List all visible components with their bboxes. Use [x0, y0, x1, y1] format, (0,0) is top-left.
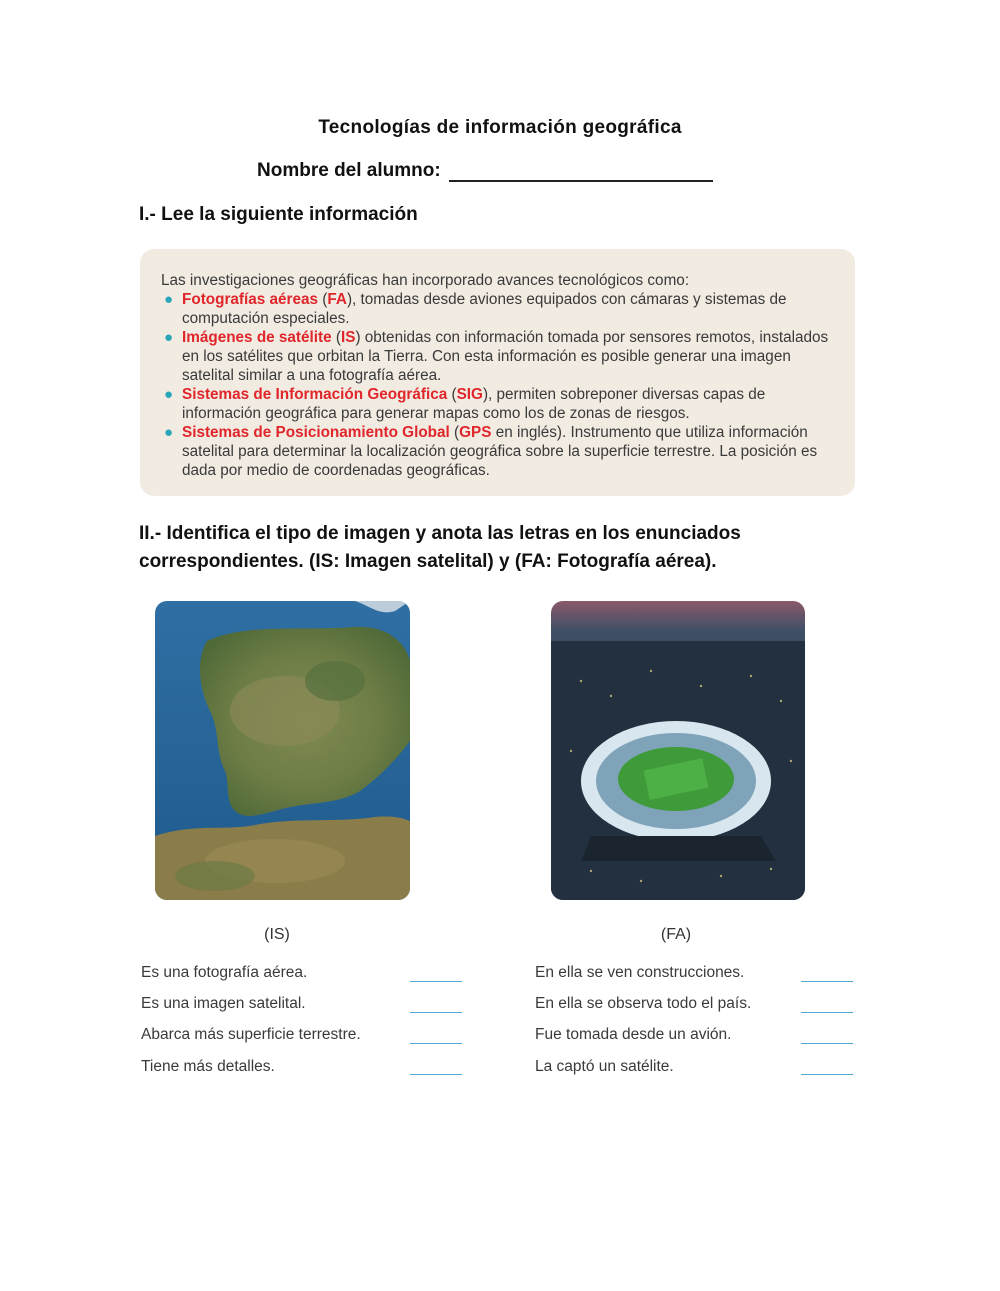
statement-left-3: Abarca más superficie terrestre.: [141, 1026, 361, 1043]
bullet-icon: ●: [164, 386, 174, 403]
statement-right-1: En ella se ven construcciones.: [535, 964, 745, 981]
bullet-icon: ●: [164, 291, 174, 308]
statement-right-3: Fue tomada desde un avión.: [535, 1026, 732, 1043]
section-1-heading: I.- Lee la siguiente información: [139, 204, 418, 225]
info-item-fa: ● Fotografías aéreas (FA), tomadas desde aviones equipados con cámaras y sistemas de computación especiales.: [164, 291, 787, 327]
section-2-heading: II.- Identifica el tipo de imagen y anota las letras en los enunciados correspondientes. (IS: Imagen satelital) y (FA: Fotografía aérea).: [139, 523, 741, 572]
aerial-caption: (FA): [660, 926, 692, 943]
answer-blank[interactable]: [801, 981, 853, 982]
term: Sistemas de Posicionamiento Global: [182, 424, 450, 441]
answer-blank[interactable]: [801, 1043, 853, 1044]
satellite-image: [155, 601, 410, 900]
answer-blank[interactable]: [801, 1012, 853, 1013]
abbr: GPS: [459, 424, 492, 441]
term: Imágenes de satélite: [182, 329, 332, 346]
answer-blank[interactable]: [801, 1074, 853, 1075]
answer-blank[interactable]: [410, 1074, 462, 1075]
statement-right-2: En ella se observa todo el país.: [535, 995, 752, 1012]
info-item-is: ● Imágenes de satélite (IS) obtenidas con información tomada por sensores remotos, instalados en los satélites que orbitan la Tierra. Con esta información es posible generar una imagen satelital similar a una fotografía aérea.: [164, 329, 829, 384]
info-item-sig: ● Sistemas de Información Geográfica (SIG), permiten sobreponer diversas capas de información geográfica para generar mapas como los de zonas de riesgos.: [164, 386, 766, 422]
statement-left-4: Tiene más detalles.: [141, 1058, 275, 1075]
page-title: Tecnologías de información geográfica: [318, 117, 682, 138]
description: ), permiten sobreponer diversas capas de información geográfica para generar mapas como los de zonas de riesgos.: [182, 386, 766, 422]
info-intro: Las investigaciones geográficas han incorporado avances tecnológicos como:: [161, 272, 690, 289]
abbr: SIG: [456, 386, 483, 403]
student-name-field[interactable]: [449, 160, 713, 182]
statement-left-1: Es una fotografía aérea.: [141, 964, 308, 981]
term: Fotografías aéreas: [182, 291, 319, 308]
student-name-row: [257, 160, 713, 182]
satellite-caption: (IS): [264, 926, 290, 943]
bullet-icon: ●: [164, 329, 174, 346]
abbr: FA: [327, 291, 347, 308]
info-item-gps: ● Sistemas de Posicionamiento Global (GPS en inglés). Instrumento que utiliza información satelital para determinar la localización geográfica sobre la superficie terrestre. La posición es dada por medio de coordenadas geográficas.: [164, 424, 818, 479]
statement-right-4: La captó un satélite.: [535, 1058, 674, 1075]
term: Sistemas de Información Geográfica: [182, 386, 448, 403]
statement-left-2: Es una imagen satelital.: [141, 995, 306, 1012]
answer-blank[interactable]: [410, 1043, 462, 1044]
abbr: IS: [341, 329, 356, 346]
description: ) obtenidas con información tomada por sensores remotos, instalados en los satélites que orbitan la Tierra. Con esta información es posible generar una imagen satelital similar a una fotografía aérea.: [182, 329, 829, 384]
info-list: [161, 290, 833, 480]
answer-blank[interactable]: [410, 981, 462, 982]
info-box: [140, 249, 855, 496]
aerial-photo: [551, 601, 805, 900]
student-name-label: Nombre del alumno:: [257, 160, 441, 181]
description: en inglés). Instrumento que utiliza información satelital para determinar la localización geográfica sobre la superficie terrestre. La posición es dada por medio de coordenadas geográficas.: [182, 424, 818, 479]
bullet-icon: ●: [164, 424, 174, 441]
description: ), tomadas desde aviones equipados con cámaras y sistemas de computación especiales.: [182, 291, 787, 327]
answer-blank[interactable]: [410, 1012, 462, 1013]
